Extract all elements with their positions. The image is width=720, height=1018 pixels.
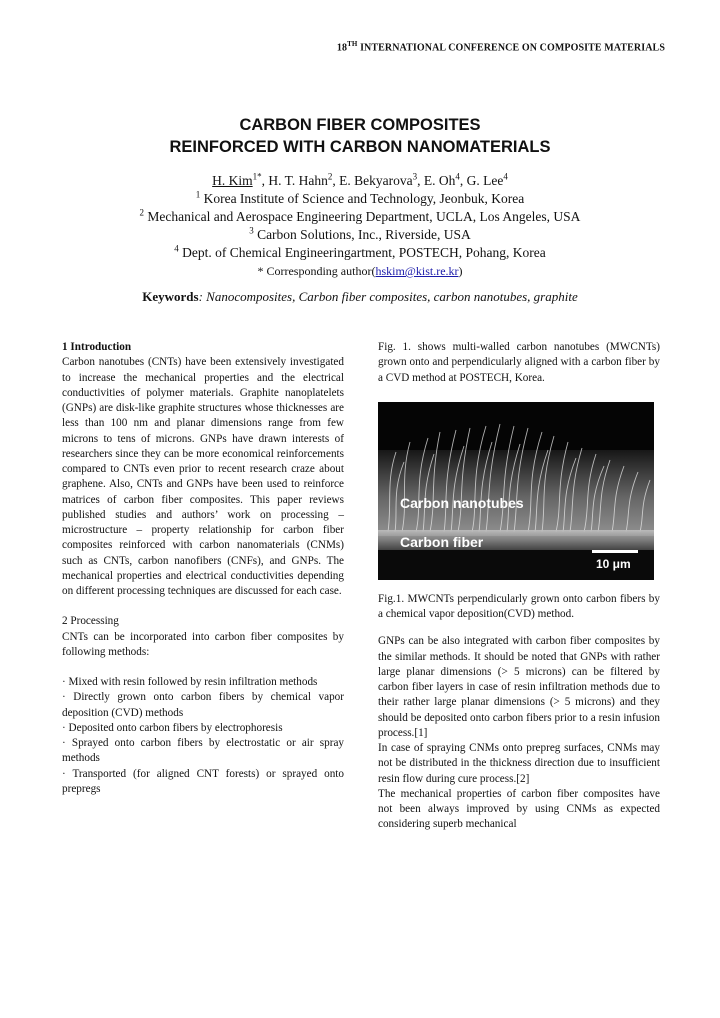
email-link[interactable]: hskim@kist.re.kr <box>375 264 459 278</box>
gnp-paragraph: GNPs can be also integrated with carbon fiber composites by the similar methods. It should be noted that GNPs with rather large planar dimensions (> 5 microns) can be filtered by carbon fiber layers in case of resin infiltration methods due to their rather large planar dimensions (> 5 microns) and they should be deposited onto carbon fibers prior to a resin infusion process.[1] <box>378 635 660 739</box>
sem-image <box>378 402 654 580</box>
scale-bar <box>592 550 638 553</box>
keywords-text: Nanocomposites, Carbon fiber composites, carbon nanotubes, graphite <box>206 289 578 304</box>
bullet-item: · Sprayed onto carbon fibers by electrostatic or air spray methods <box>62 737 344 765</box>
right-column <box>378 340 660 833</box>
scale-bar-label: 10 μm <box>596 556 631 571</box>
affiliation-2-sup: 2 <box>139 207 145 218</box>
author-5-sup: 4 <box>503 171 508 182</box>
header-ordinal: TH <box>347 40 358 48</box>
author-4: , E. Oh <box>417 173 456 188</box>
corresponding-author <box>0 262 720 280</box>
figure-label-carbon-nanotubes: Carbon nanotubes <box>400 494 524 511</box>
affiliation-1-sup: 1 <box>195 189 201 200</box>
bullet-item: · Transported (for aligned CNT forests) or sprayed onto prepregs <box>62 767 344 795</box>
author-block <box>0 172 720 280</box>
author-1: H. Kim <box>212 173 253 188</box>
affiliation-3 <box>0 226 720 244</box>
bullet-item: · Mixed with resin followed by resin infiltration methods <box>62 676 318 688</box>
title-line-1: CARBON FIBER COMPOSITES <box>239 116 481 134</box>
author-5: , G. Lee <box>459 173 504 188</box>
author-2: , H. T. Hahn <box>261 173 328 188</box>
affiliation-1 <box>0 190 720 208</box>
header-number: 18 <box>336 42 348 54</box>
author-1-sup: 1* <box>252 171 262 182</box>
author-2-sup: 2 <box>327 171 333 182</box>
processing-heading: 2 Processing <box>62 615 119 628</box>
keywords <box>0 289 720 305</box>
affiliation-3-text: Carbon Solutions, Inc., Riverside, USA <box>257 227 471 242</box>
affiliation-2-text: Mechanical and Aerospace Engineering Department, UCLA, Los Angeles, USA <box>147 209 581 224</box>
header-text: INTERNATIONAL CONFERENCE ON COMPOSITE MATERIALS <box>360 42 665 54</box>
figure-caption: Fig.1. MWCNTs perpendicularly grown onto carbon fibers by a chemical vapor deposition(CVD) method. <box>378 592 660 620</box>
keywords-colon: : <box>198 289 207 304</box>
corresponding-prefix: * Corresponding author( <box>257 264 376 278</box>
affiliation-1-text: Korea Institute of Science and Technology, Jeonbuk, Korea <box>203 191 525 206</box>
intro-heading: 1 Introduction <box>62 341 132 353</box>
author-3: , E. Bekyarova <box>332 173 413 188</box>
affiliation-4 <box>0 244 720 262</box>
affiliation-3-sup: 3 <box>249 225 254 236</box>
keywords-label: Keywords <box>142 289 199 304</box>
affiliation-4-text: Dept. of Chemical Engineeringartment, POSTECH, Pohang, Korea <box>182 245 546 260</box>
conference-header <box>0 40 720 53</box>
left-column <box>62 340 344 797</box>
bullet-item: · Directly grown onto carbon fibers by chemical vapor deposition (CVD) methods <box>62 691 344 719</box>
spraying-paragraph: In case of spraying CNMs onto prepreg surfaces, CNMs may not be distributed in the thickness direction due to insufficient resin flow during cure process.[2] <box>378 742 660 785</box>
mechanical-paragraph: The mechanical properties of carbon fiber composites have not been always improved by using CNMs as expected considering superb mechanical <box>378 787 660 831</box>
corresponding-suffix: ) <box>458 264 463 278</box>
author-3-sup: 3 <box>412 171 418 182</box>
affiliation-2 <box>0 208 720 226</box>
sem-micrograph-figure <box>378 402 654 580</box>
author-4-sup: 4 <box>455 171 460 182</box>
intro-paragraph: Carbon nanotubes (CNTs) have been extensively investigated to increase the mechanical properties and the electrical conductivities of polymer materials. Graphite nanoplatelets (GNPs) are disk-like graphite structures whose thicknesses are less than 100 nm and planar dimensions range from few microns to tens of microns. GNPs have drawn interests of researchers since they can be more economical reinforcements compared to CNTs even prior to recent research craze about graphene. Also, CNTs and GNPs have been used to reinforce matrices of carbon fiber composites. This paper reviews published studies and authors’ work on processing – microstructure – property relationship for carbon fiber composites reinforced with carbon nanomaterials (CNMs) such as CNTs, carbon nanofibers (CNFs), and GNPs. The mechanical properties and electrical conductivities depending on different processing techniques are discussed for each case. <box>62 356 344 597</box>
affiliation-4-sup: 4 <box>174 243 179 254</box>
figure-intro-paragraph: Fig. 1. shows multi-walled carbon nanotubes (MWCNTs) grown onto and perpendicularly aligned with a carbon fiber by a CVD method at POSTECH, Korea. <box>378 341 660 384</box>
processing-paragraph: CNTs can be incorporated into carbon fiber composites by following methods: <box>62 630 344 658</box>
figure-label-carbon-fiber: Carbon fiber <box>400 533 484 550</box>
author-list <box>0 172 720 190</box>
title-line-2: REINFORCED WITH CARBON NANOMATERIALS <box>169 138 551 156</box>
bullet-item: · Deposited onto carbon fibers by electrophoresis <box>62 721 283 734</box>
paper-title <box>0 114 720 158</box>
